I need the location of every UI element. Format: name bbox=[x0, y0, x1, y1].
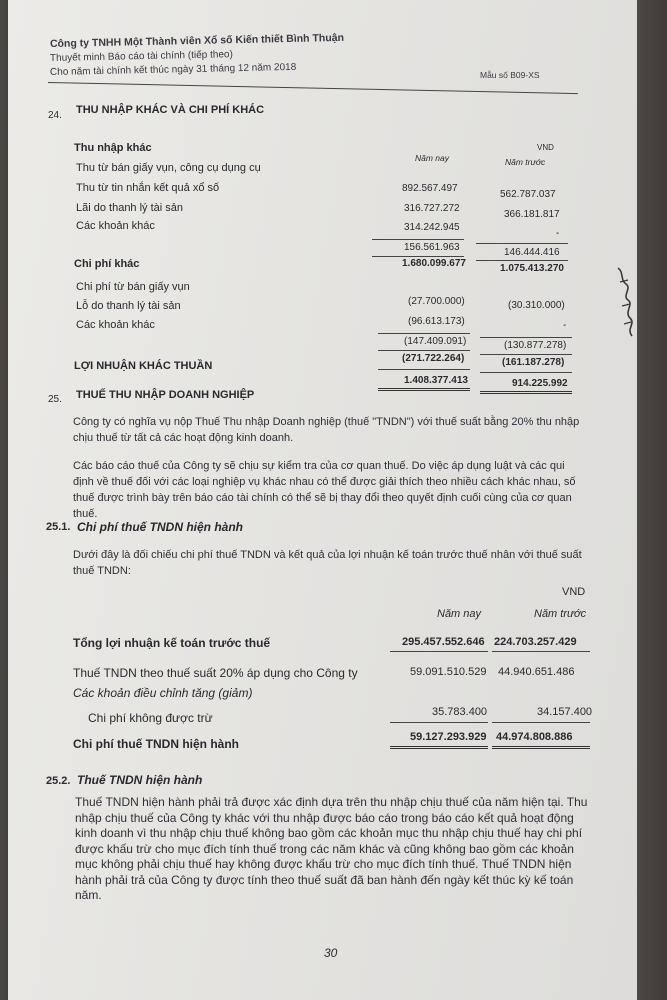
section-25-2-number: 25.2. bbox=[46, 775, 71, 787]
income-row-current: 316.727.272 bbox=[404, 203, 460, 214]
section-24-title: THU NHẬP KHÁC VÀ CHI PHÍ KHÁC bbox=[76, 104, 265, 116]
subtotal-rule bbox=[372, 239, 464, 240]
nondeductible-current: 35.783.400 bbox=[432, 706, 488, 718]
expense-row-current: (96.613.173) bbox=[408, 316, 465, 327]
subtotal-rule bbox=[480, 337, 572, 338]
total-rule bbox=[492, 651, 590, 652]
net-current: 1.408.377.413 bbox=[404, 375, 468, 386]
total-rule bbox=[372, 256, 464, 257]
profit-before-tax-prior: 224.703.257.429 bbox=[494, 636, 577, 648]
section-25-paragraph-1: Công ty có nghĩa vụ nộp Thuế Thu nhập Doanh nghiệp (thuế "TNDN") với thuế suất bằng 20% thu nhập chịu thuế từ tất cả các hoạt động kinh doanh. bbox=[73, 416, 580, 444]
signature-mark bbox=[614, 262, 636, 342]
tax-at-rate-prior: 44.940.651.486 bbox=[498, 666, 575, 678]
section-25-1-number: 25.1. bbox=[46, 521, 71, 533]
income-row-current: 156.561.963 bbox=[404, 242, 460, 253]
profit-before-tax-current: 295.457.552.646 bbox=[402, 636, 485, 648]
nondeductible-label: Chi phí không được trừ bbox=[88, 711, 213, 725]
total-rule bbox=[390, 651, 488, 652]
expense-row-label: Chi phí từ bán giấy vụn bbox=[76, 281, 190, 293]
net-double-rule bbox=[378, 388, 470, 391]
total-rule bbox=[378, 369, 470, 370]
expense-row-label: Các khoản khác bbox=[76, 319, 155, 331]
page-left-shadow bbox=[0, 0, 8, 1000]
section-25-2-paragraph: Thuế TNDN hiện hành phải trả được xác định dựa trên thu nhập chịu thuế của năm hiện tại. Thu nhập chịu thuế của Công ty khác với thu nhập được báo cáo trong báo cáo kết quả hoạt động kinh doanh vì thu nhập chịu thuế không bao gồm các khoản mục thu nhập chịu thuế hay chi phí được khấu trừ cho mục đích tính thuế trong các năm khác và cũng không bao gồm các khoản mục không phải chịu thuế hay không được khấu trừ cho mục đích tính thuế. Thuế TNDN hiện hành phải trả của Công ty được tính theo thuế suất đã ban hành đến ngày kết thúc kỳ kế toán năm. bbox=[75, 795, 588, 902]
expense-row-label: Lỗ do thanh lý tài sản bbox=[76, 300, 181, 312]
currency-label-25-1: VND bbox=[562, 586, 586, 598]
col-current-25-1: Năm nay bbox=[437, 608, 482, 620]
expense-row-prior: - bbox=[563, 320, 567, 331]
expense-row-prior: (130.877.278) bbox=[504, 340, 567, 351]
net-double-rule bbox=[480, 391, 572, 394]
nondeductible-prior: 34.157.400 bbox=[537, 706, 593, 718]
col-current-24: Năm nay bbox=[415, 153, 450, 163]
income-heading: Thu nhập khác bbox=[74, 142, 152, 154]
current-tax-expense-label: Chi phí thuế TNDN hiện hành bbox=[73, 737, 239, 751]
section-25-1-title: Chi phí thuế TNDN hiện hành bbox=[77, 520, 243, 534]
expense-row-prior: (30.310.000) bbox=[508, 300, 565, 311]
total-rule bbox=[378, 350, 470, 351]
page-edge-shadow bbox=[637, 0, 667, 1000]
income-row-prior: 146.444.416 bbox=[504, 247, 560, 258]
company-name: Công ty TNHH Một Thành viên Xổ số Kiến thiết Bình Thuận bbox=[49, 31, 345, 50]
tax-at-rate-current: 59.091.510.529 bbox=[410, 666, 487, 678]
income-row-current: 314.242.945 bbox=[404, 222, 460, 233]
col-prior-25-1: Năm trước bbox=[534, 608, 587, 620]
income-row-label: Thu từ bán giấy vụn, công cụ dụng cụ bbox=[76, 162, 261, 174]
subtotal-rule bbox=[476, 243, 568, 244]
section-25-number: 25. bbox=[48, 394, 62, 405]
expense-row-current: (147.409.091) bbox=[404, 336, 467, 347]
subtotal-rule bbox=[492, 722, 590, 723]
section-24-number: 24. bbox=[48, 110, 62, 121]
report-subtitle: Thuyết minh Báo cáo tài chính (tiếp theo) bbox=[49, 49, 233, 64]
tax-at-rate-label: Thuế TNDN theo thuế suất 20% áp dụng cho Công ty bbox=[73, 666, 358, 680]
form-code: Mẫu số B09-XS bbox=[480, 70, 540, 80]
net-other-label: LỢI NHUẬN KHÁC THUẦN bbox=[74, 360, 213, 372]
net-prior: 914.225.992 bbox=[512, 378, 568, 389]
expense-total-current: (271.722.264) bbox=[402, 353, 465, 364]
section-25-title: THUẾ THU NHẬP DOANH NGHIỆP bbox=[76, 389, 255, 401]
expense-row-current: (27.700.000) bbox=[408, 296, 465, 307]
total-rule bbox=[480, 354, 572, 355]
subtotal-rule bbox=[378, 333, 470, 334]
subtotal-rule bbox=[390, 722, 488, 723]
report-period: Cho năm tài chính kết thúc ngày 31 tháng 12 năm 2018 bbox=[49, 61, 297, 78]
income-row-prior: 366.181.817 bbox=[504, 209, 560, 220]
section-25-2-title: Thuế TNDN hiện hành bbox=[77, 773, 203, 787]
col-prior-24: Năm trước bbox=[505, 157, 546, 167]
income-row-prior: - bbox=[556, 228, 560, 239]
total-double-rule bbox=[492, 746, 590, 749]
expense-heading: Chi phí khác bbox=[74, 258, 140, 270]
section-25-1-intro: Dưới đây là đối chiếu chi phí thuế TNDN và kết quả của lợi nhuận kế toán trước thuế nhân với thuế suất thuế TNDN: bbox=[73, 549, 582, 577]
income-total-prior: 1.075.413.270 bbox=[500, 263, 564, 274]
adjustments-label: Các khoản điều chỉnh tăng (giảm) bbox=[73, 686, 253, 700]
currency-label-24: VND bbox=[537, 143, 554, 152]
income-row-current: 892.567.497 bbox=[402, 183, 458, 194]
total-rule bbox=[480, 372, 572, 373]
current-tax-expense-current: 59.127.293.929 bbox=[410, 731, 487, 743]
income-row-label: Lãi do thanh lý tài sản bbox=[76, 202, 184, 214]
income-total-current: 1.680.099.677 bbox=[402, 258, 466, 269]
expense-total-prior: (161.187.278) bbox=[502, 357, 565, 368]
profit-before-tax-label: Tổng lợi nhuận kế toán trước thuế bbox=[73, 636, 271, 650]
current-tax-expense-prior: 44.974.808.886 bbox=[496, 731, 573, 743]
income-row-label: Thu từ tin nhắn kết quả xổ số bbox=[76, 182, 220, 194]
page-number: 30 bbox=[324, 946, 338, 960]
income-row-label: Các khoản khác bbox=[76, 220, 155, 232]
income-row-prior: 562.787.037 bbox=[500, 189, 556, 200]
total-double-rule bbox=[390, 746, 488, 749]
total-rule bbox=[476, 260, 568, 261]
section-25-paragraph-2: Các báo cáo thuế của Công ty sẽ chịu sự kiểm tra của cơ quan thuế. Do việc áp dụng luật và các qui định về thuế đối với các loại nghiệp vụ khác nhau có thể được giải thích theo nhiều cách khác nhau, số thuế được trình bày trên báo cáo tài chính có thể sẽ bị thay đổi theo quyết định cuối cùng của cơ quan thuế. bbox=[73, 460, 576, 520]
